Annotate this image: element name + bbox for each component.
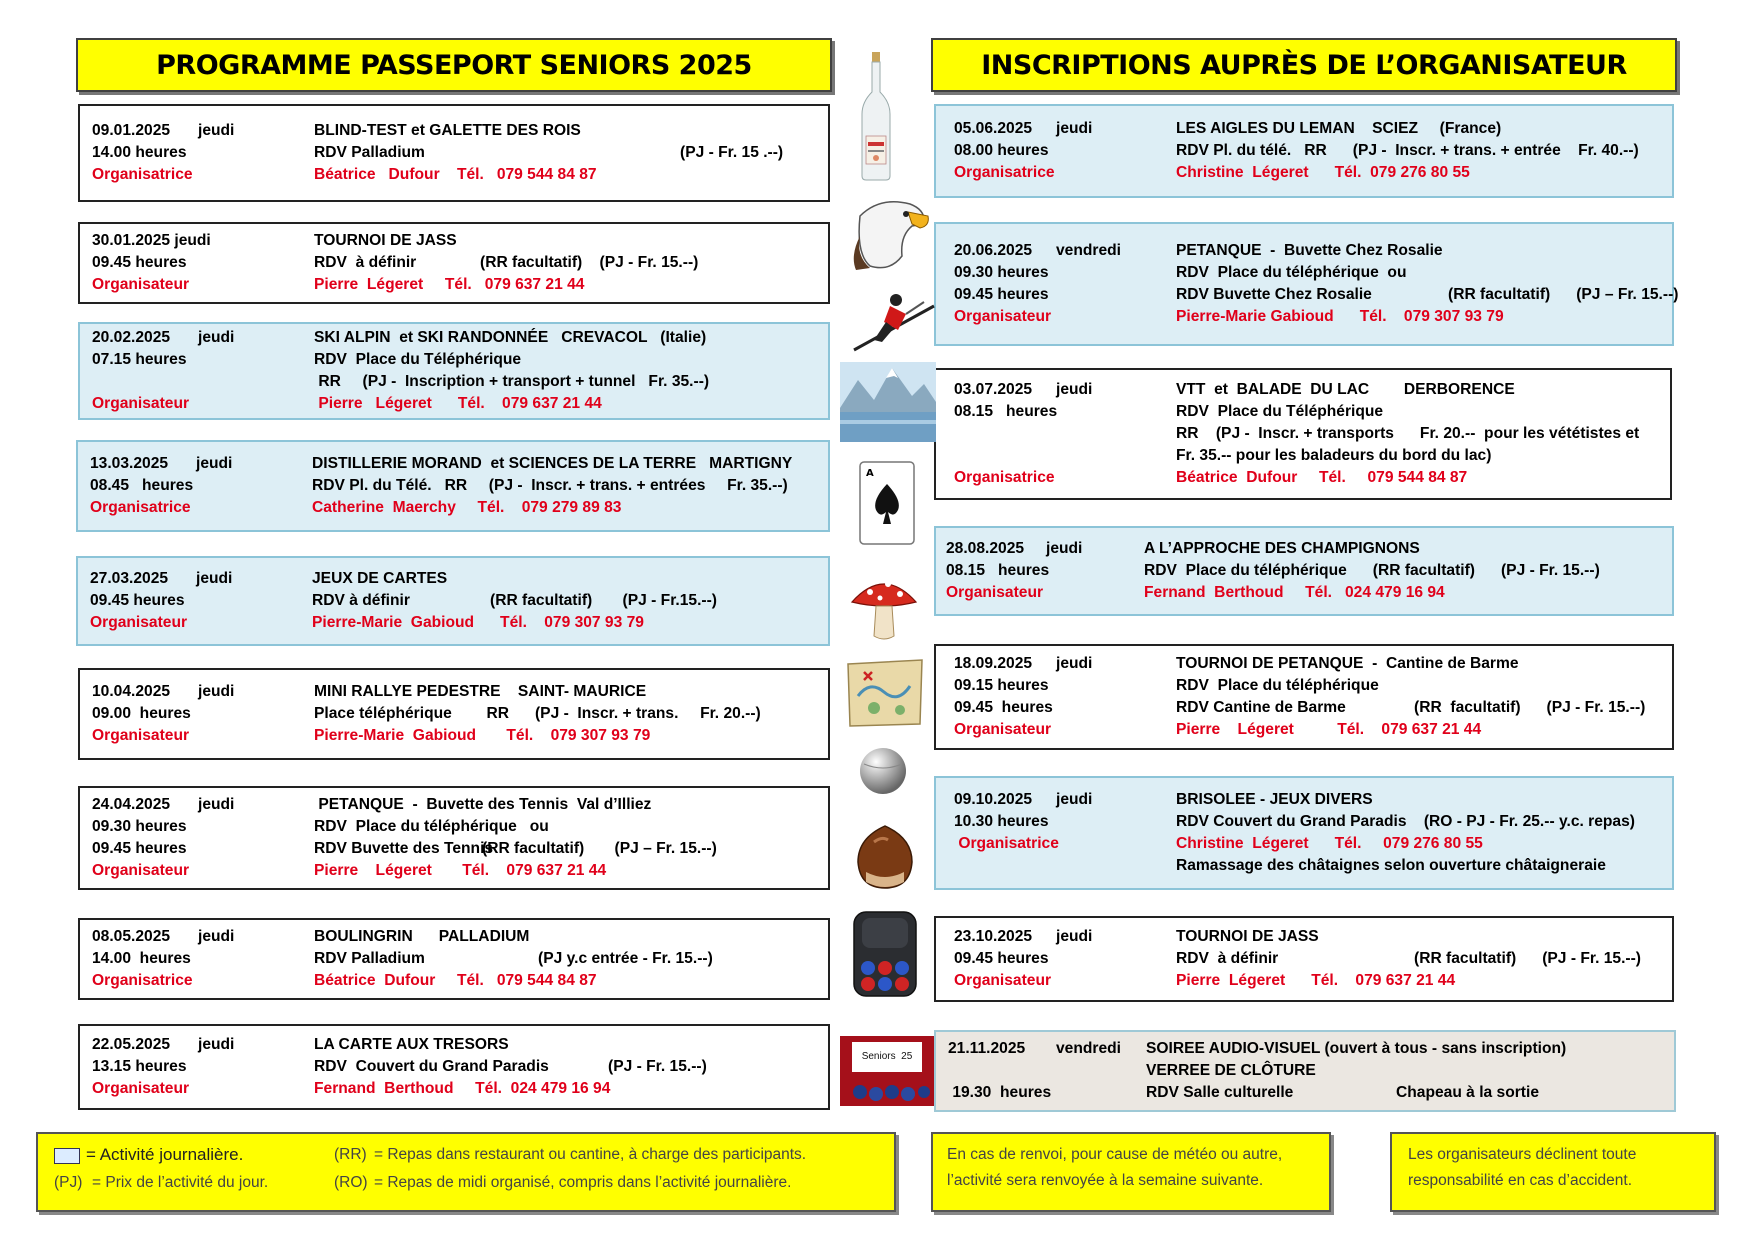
event-date-or-time: Organisateur	[92, 1080, 190, 1097]
legend-journaliere: = Activité journalière.	[86, 1145, 244, 1164]
left-event-line	[78, 475, 828, 497]
event-detail: RDV Place du Téléphérique	[1176, 403, 1384, 420]
left-event-line	[80, 970, 828, 992]
right-event-line	[936, 948, 1672, 970]
event-weekday: jeudi	[196, 455, 233, 472]
event-date-or-time: 09.45 heures	[92, 840, 187, 857]
event-detail: RDV Place du téléphérique	[1176, 677, 1379, 694]
left-event-line	[80, 120, 828, 142]
event-date-or-time: 03.07.2025	[954, 381, 1033, 398]
event-date-or-time: Organisateur	[92, 727, 190, 744]
event-weekday: jeudi	[196, 570, 233, 587]
right-event-card	[934, 776, 1674, 890]
right-event-card	[934, 104, 1674, 198]
event-date-or-time: Organisatrice	[954, 469, 1055, 486]
left-event-line	[78, 612, 828, 634]
left-event-line	[78, 568, 828, 590]
legend-rr-key: (RR)	[334, 1146, 367, 1163]
left-event-line	[80, 725, 828, 747]
event-price: (PJ y.c entrée - Fr. 15.--)	[538, 950, 713, 967]
event-detail: Christine Légeret Tél. 079 276 80 55	[1176, 835, 1483, 852]
left-event-line	[80, 816, 828, 838]
event-detail: RDV à définir	[312, 592, 410, 609]
right-event-line	[936, 162, 1672, 184]
right-event-line	[936, 467, 1670, 489]
event-date-or-time: 14.00 heures	[92, 144, 187, 161]
event-detail: SKI ALPIN et SKI RANDONNÉE CREVACOL (Italie)	[314, 329, 707, 346]
event-price: (PJ - Fr. 15 .--)	[680, 144, 784, 161]
event-detail: BRISOLEE - JEUX DIVERS	[1176, 791, 1373, 808]
event-detail: Fr. 35.-- pour les baladeurs du bord du lac)	[1176, 447, 1492, 464]
right-event-line	[936, 401, 1670, 423]
event-date-or-time: Organisateur	[90, 614, 188, 631]
right-event-card	[934, 222, 1679, 346]
event-detail: Pierre Légeret Tél. 079 637 21 44	[314, 395, 602, 412]
legend-pj-key: (PJ)	[54, 1174, 83, 1191]
petanque-bag-icon	[850, 906, 920, 1003]
event-detail: Pierre-Marie Gabioud Tél. 079 307 93 79	[314, 727, 651, 744]
event-detail: RDV à définir	[314, 254, 417, 271]
left-event-line	[80, 681, 828, 703]
event-detail: A L’APPROCHE DES CHAMPIGNONS	[1144, 540, 1420, 557]
right-event-line	[936, 653, 1672, 675]
left-title-banner	[76, 38, 832, 92]
event-detail: RDV Pl. du Télé. RR (PJ - Inscr. + trans. + entrées Fr. 35.--)	[312, 477, 788, 494]
left-event-line	[78, 497, 828, 519]
event-detail: RDV Cantine de Barme	[1176, 699, 1346, 716]
event-date-or-time: Organisateur	[946, 584, 1044, 601]
event-date-or-time: 09.30 heures	[92, 818, 187, 835]
right-event-line	[936, 240, 1672, 262]
event-date-or-time: Organisateur	[92, 395, 190, 412]
right-event-line	[936, 262, 1672, 284]
legend-rr-text: = Repas dans restaurant ou cantine, à charge des participants.	[374, 1146, 807, 1163]
left-event-card	[78, 668, 830, 760]
event-detail: JEUX DE CARTES	[312, 570, 448, 587]
left-event-card	[78, 918, 830, 1000]
event-price: Chapeau à la sortie	[1396, 1084, 1539, 1101]
event-date-or-time: 09.10.2025	[954, 791, 1033, 808]
notice-responsabilite-line-2: responsabilité en cas d’accident.	[1408, 1172, 1633, 1189]
event-weekday: jeudi	[198, 122, 235, 139]
right-event-line	[936, 789, 1672, 811]
left-event-line	[80, 393, 828, 415]
event-weekday: jeudi	[198, 796, 235, 813]
monitor-icon	[54, 1148, 80, 1164]
event-date-or-time: Organisateur	[954, 721, 1052, 738]
event-date-or-time: 27.03.2025	[90, 570, 169, 587]
left-event-card	[76, 440, 830, 532]
event-detail: Béatrice Dufour Tél. 079 544 84 87	[314, 166, 597, 183]
right-event-line	[936, 719, 1672, 741]
event-date-or-time: 09.45 heures	[92, 254, 187, 271]
event-weekday: jeudi	[198, 683, 235, 700]
left-event-line	[80, 142, 828, 164]
right-event-line	[936, 811, 1672, 833]
legend-pj-text: = Prix de l’activité du jour.	[92, 1174, 269, 1191]
notice-responsabilite-box	[1390, 1132, 1716, 1212]
event-date-or-time: 09.15 heures	[954, 677, 1049, 694]
right-event-card	[934, 526, 1674, 616]
notice-renvoi-line-2: l’activité sera renvoyée à la semaine suivante.	[947, 1172, 1264, 1189]
event-date-or-time: Organisatrice	[954, 164, 1055, 181]
event-date-or-time: Organisatrice	[90, 499, 191, 516]
notice-renvoi-line-1: En cas de renvoi, pour cause de météo ou autre,	[947, 1146, 1283, 1163]
right-event-card	[934, 368, 1672, 500]
mushroom-icon	[848, 570, 920, 647]
event-detail: RDV Palladium	[314, 950, 425, 967]
left-event-card	[78, 1024, 830, 1110]
event-detail: RDV Place du téléphérique (RR facultatif) (PJ - Fr. 15.--)	[1144, 562, 1600, 579]
event-detail: RR (PJ - Inscr. + transports Fr. 20.-- pour les vététistes et	[1176, 425, 1640, 442]
event-price: (RR facultatif) (PJ – Fr. 15.--)	[1448, 286, 1679, 303]
event-detail: Pierre Légeret Tél. 079 637 21 44	[1176, 721, 1482, 738]
right-title: INSCRIPTIONS AUPRÈS DE L’ORGANISATEUR	[981, 49, 1627, 81]
event-date-or-time: 08.05.2025	[92, 928, 171, 945]
right-event-line	[936, 970, 1672, 992]
event-weekday: jeudi	[198, 928, 235, 945]
event-detail: Ramassage des châtaignes selon ouverture châtaigneraie	[1176, 857, 1606, 874]
skier-icon	[850, 292, 936, 359]
left-event-line	[80, 1056, 828, 1078]
event-date-or-time: 13.15 heures	[92, 1058, 187, 1075]
event-detail: Béatrice Dufour Tél. 079 544 84 87	[1176, 469, 1468, 486]
event-date-or-time: Organisatrice	[954, 835, 1059, 852]
right-event-line	[936, 423, 1670, 445]
event-weekday: jeudi	[198, 1036, 235, 1053]
event-date-or-time: 22.05.2025	[92, 1036, 171, 1053]
left-event-line	[80, 327, 828, 349]
event-detail: Pierre Légeret Tél. 079 637 21 44	[314, 276, 585, 293]
event-detail: DISTILLERIE MORAND et SCIENCES DE LA TERRE MARTIGNY	[312, 455, 793, 472]
event-date-or-time: 20.06.2025	[954, 242, 1033, 259]
left-event-line	[78, 590, 828, 612]
event-date-or-time: 10.04.2025	[92, 683, 171, 700]
event-detail: Pierre Légeret Tél. 079 637 21 44	[1176, 972, 1456, 989]
left-event-line	[80, 164, 828, 186]
right-event-line	[936, 140, 1672, 162]
event-price: (RR facultatif) (PJ - Fr.15.--)	[490, 592, 717, 609]
event-date-or-time: 08.45 heures	[90, 477, 194, 494]
event-date-or-time: Organisateur	[92, 276, 190, 293]
event-detail: Béatrice Dufour Tél. 079 544 84 87	[314, 972, 597, 989]
left-event-card	[78, 322, 830, 420]
event-detail: Fernand Berthoud Tél. 024 479 16 94	[1144, 584, 1445, 601]
right-event-card	[934, 916, 1674, 1002]
event-detail: LA CARTE AUX TRESORS	[314, 1036, 509, 1053]
event-detail: RDV Buvette Chez Rosalie	[1176, 286, 1372, 303]
ace-of-spades-icon	[858, 460, 916, 551]
event-date-or-time: 19.30 heures	[948, 1084, 1052, 1101]
right-event-line	[936, 855, 1672, 877]
left-event-line	[80, 838, 828, 860]
petanque-ball-icon	[858, 746, 908, 801]
right-event-line	[936, 560, 1672, 582]
left-event-line	[80, 230, 828, 252]
event-detail: RDV Place du Téléphérique	[314, 351, 522, 368]
left-event-card	[76, 556, 830, 646]
event-weekday: jeudi	[1056, 791, 1093, 808]
event-date-or-time: 09.01.2025	[92, 122, 171, 139]
event-detail: LES AIGLES DU LEMAN SCIEZ (France)	[1176, 120, 1502, 137]
left-event-line	[80, 948, 828, 970]
event-price: (RR facultatif) (PJ - Fr. 15.--)	[1414, 699, 1646, 716]
event-detail: RDV Couvert du Grand Paradis (RO - PJ - Fr. 25.-- y.c. repas)	[1176, 813, 1635, 830]
event-detail: TOURNOI DE JASS	[1176, 928, 1319, 945]
event-date-or-time: 09.45 heures	[954, 286, 1049, 303]
left-event-line	[78, 453, 828, 475]
right-event-line	[936, 833, 1672, 855]
event-date-or-time: 24.04.2025	[92, 796, 171, 813]
event-weekday: vendredi	[1056, 242, 1121, 259]
event-detail: Pierre Légeret Tél. 079 637 21 44	[314, 862, 607, 879]
event-detail: RDV Place du téléphérique ou	[314, 818, 549, 835]
notice-renvoi-box	[931, 1132, 1331, 1212]
liqueur-bottle-icon	[858, 52, 894, 187]
event-detail: RDV Buvette des Tennis	[314, 840, 494, 857]
event-detail: Pierre-Marie Gabioud Tél. 079 307 93 79	[1176, 308, 1504, 325]
right-event-card	[934, 644, 1674, 750]
event-detail: Fernand Berthoud Tél. 024 479 16 94	[314, 1080, 611, 1097]
event-date-or-time: 18.09.2025	[954, 655, 1033, 672]
legend-ro-key: (RO)	[334, 1174, 368, 1191]
event-date-or-time: Organisateur	[954, 972, 1052, 989]
event-date-or-time: 07.15 heures	[92, 351, 187, 368]
event-detail: PETANQUE - Buvette Chez Rosalie	[1176, 242, 1443, 259]
right-event-line	[936, 538, 1672, 560]
event-price: (PJ - Fr. 15.--)	[608, 1058, 707, 1075]
left-event-line	[80, 926, 828, 948]
event-weekday: jeudi	[1056, 928, 1093, 945]
mountain-lake-icon	[840, 362, 936, 447]
event-detail: RDV Salle culturelle	[1146, 1084, 1294, 1101]
event-date-or-time: Organisatrice	[92, 166, 193, 183]
event-detail: BLIND-TEST et GALETTE DES ROIS	[314, 122, 581, 139]
eagle-icon	[850, 196, 930, 279]
right-event-line	[936, 1060, 1674, 1082]
svg-text:A: A	[866, 468, 874, 479]
event-date-or-time: 05.06.2025	[954, 120, 1033, 137]
event-date-or-time: 08.15 heures	[946, 562, 1050, 579]
left-event-line	[80, 860, 828, 882]
event-date-or-time: 21.11.2025	[948, 1040, 1026, 1057]
event-detail: RDV à définir	[1176, 950, 1279, 967]
event-date-or-time: 20.02.2025	[92, 329, 171, 346]
event-detail: RDV Pl. du télé. RR (PJ - Inscr. + trans. + entrée Fr. 40.--)	[1176, 142, 1639, 159]
right-event-line	[936, 582, 1672, 604]
right-event-line	[936, 1082, 1674, 1104]
event-date-or-time: 09.45 heures	[954, 699, 1053, 716]
event-date-or-time: Organisateur	[954, 308, 1052, 325]
left-event-line	[80, 349, 828, 371]
event-weekday: vendredi	[1056, 1040, 1121, 1057]
event-detail: RR (PJ - Inscription + transport + tunnel Fr. 35.--)	[314, 373, 710, 390]
event-date-or-time: 14.00 heures	[92, 950, 191, 967]
cinema-sign: Seniors 25	[861, 1051, 913, 1062]
event-date-or-time: 09.30 heures	[954, 264, 1049, 281]
event-detail: Christine Légeret Tél. 079 276 80 55	[1176, 164, 1470, 181]
chestnut-icon	[852, 822, 918, 897]
legend-box	[36, 1132, 896, 1212]
event-date-or-time: 13.03.2025	[90, 455, 169, 472]
left-event-card	[78, 222, 830, 304]
right-event-line	[936, 675, 1672, 697]
left-event-line	[80, 252, 828, 274]
event-price: (RR facultatif) (PJ - Fr. 15.--)	[1414, 950, 1641, 967]
left-event-line	[80, 1034, 828, 1056]
event-date-or-time: Organisateur	[92, 862, 190, 879]
event-date-or-time: 28.08.2025	[946, 540, 1025, 557]
right-event-line	[936, 1038, 1674, 1060]
event-detail: Pierre-Marie Gabioud Tél. 079 307 93 79	[312, 614, 644, 631]
left-event-card	[78, 104, 830, 202]
event-detail: Catherine Maerchy Tél. 079 279 89 83	[312, 499, 622, 516]
event-detail: Place téléphérique RR (PJ - Inscr. + trans. Fr. 20.--)	[314, 705, 761, 722]
legend-ro-text: = Repas de midi organisé, compris dans l’activité journalière.	[374, 1174, 792, 1191]
right-event-line	[936, 118, 1672, 140]
event-detail: RDV Place du téléphérique ou	[1176, 264, 1407, 281]
event-detail: TOURNOI DE JASS	[314, 232, 457, 249]
event-date-or-time: 08.00 heures	[954, 142, 1049, 159]
right-event-line	[936, 445, 1670, 467]
event-date-or-time: 08.15 heures	[954, 403, 1058, 420]
event-price: (RR facultatif) (PJ – Fr. 15.--)	[482, 840, 717, 857]
event-weekday: jeudi	[1056, 120, 1093, 137]
event-date-or-time: 10.30 heures	[954, 813, 1049, 830]
notice-responsabilite-line-1: Les organisateurs déclinent toute	[1408, 1146, 1637, 1163]
left-title: PROGRAMME PASSEPORT SENIORS 2025	[156, 49, 752, 81]
right-event-line	[936, 379, 1670, 401]
event-weekday: jeudi	[198, 329, 235, 346]
event-weekday: jeudi	[1046, 540, 1083, 557]
event-price: (RR facultatif) (PJ - Fr. 15.--)	[480, 254, 699, 271]
left-event-line	[80, 1078, 828, 1100]
left-event-card	[78, 786, 830, 890]
event-detail: BOULINGRIN PALLADIUM	[314, 928, 530, 945]
left-event-line	[80, 794, 828, 816]
left-event-line	[80, 703, 828, 725]
event-detail: PETANQUE - Buvette des Tennis Val d’Illiez	[314, 796, 652, 813]
right-event-line	[936, 697, 1672, 719]
event-date-or-time: 30.01.2025 jeudi	[92, 232, 211, 249]
event-detail: VERREE DE CLÔTURE	[1146, 1062, 1316, 1079]
event-detail: VTT et BALADE DU LAC DERBORENCE	[1176, 381, 1515, 398]
event-detail: RDV Palladium	[314, 144, 425, 161]
event-weekday: jeudi	[1056, 381, 1093, 398]
cinema-screen-icon	[840, 1036, 934, 1106]
event-detail: RDV Couvert du Grand Paradis	[314, 1058, 549, 1075]
event-detail: SOIREE AUDIO-VISUEL (ouvert à tous - sans inscription)	[1146, 1040, 1567, 1057]
event-date-or-time: 09.45 heures	[90, 592, 185, 609]
event-date-or-time: 23.10.2025	[954, 928, 1033, 945]
event-date-or-time: Organisatrice	[92, 972, 193, 989]
event-detail: TOURNOI DE PETANQUE - Cantine de Barme	[1176, 655, 1519, 672]
right-title-banner	[931, 38, 1677, 92]
right-event-line	[936, 284, 1679, 306]
event-weekday: jeudi	[1056, 655, 1093, 672]
event-detail: MINI RALLYE PEDESTRE SAINT- MAURICE	[314, 683, 647, 700]
right-event-card	[934, 1030, 1676, 1112]
right-event-line	[936, 926, 1672, 948]
left-event-line	[80, 371, 828, 393]
right-event-line	[936, 306, 1672, 328]
event-date-or-time: 09.00 heures	[92, 705, 191, 722]
treasure-map-icon	[844, 656, 926, 735]
event-date-or-time: 09.45 heures	[954, 950, 1049, 967]
left-event-line	[80, 274, 828, 296]
